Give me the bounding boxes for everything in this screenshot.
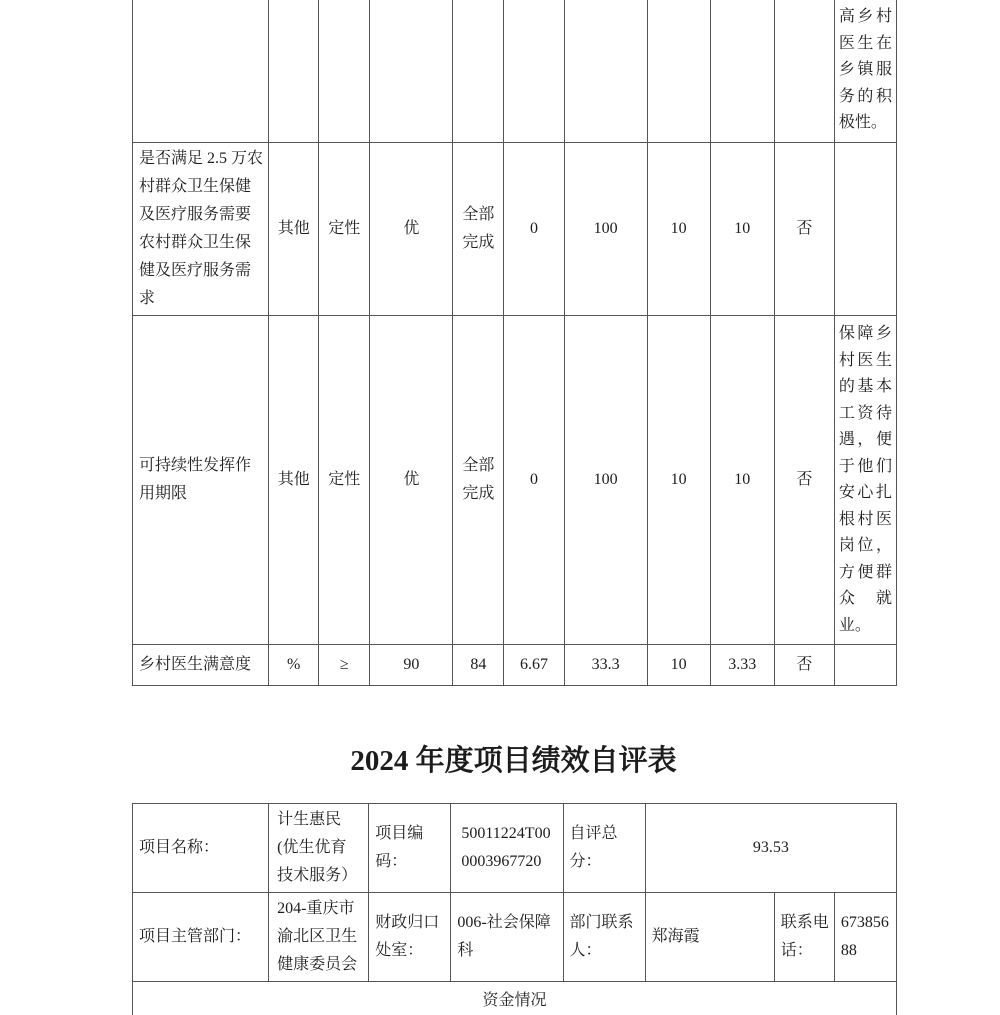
table-row	[133, 893, 897, 982]
project-name-label: 项目名称：	[133, 804, 269, 893]
deviation-reason-cell	[834, 143, 896, 316]
deviation-reason-cell: 高乡村医生在乡镇服务的积极性。	[834, 0, 896, 143]
table-cell: ≥	[319, 645, 370, 686]
project-name-value: 计生惠民(优生优育技术服务）	[269, 804, 369, 893]
table-cell: 其他	[269, 143, 319, 316]
table-row	[133, 804, 897, 893]
table-cell: 否	[774, 143, 834, 316]
table-cell	[504, 0, 564, 143]
table-cell: 否	[774, 645, 834, 686]
table-cell: 优	[370, 316, 453, 645]
table-cell: 90	[370, 645, 453, 686]
table-cell: 84	[453, 645, 504, 686]
indicator-name-cell: 可持续性发挥作用期限	[133, 316, 269, 645]
table-row	[133, 143, 897, 316]
funding-section-header: 资金情况	[133, 982, 897, 1015]
office-value: 006-社会保障科	[451, 893, 563, 982]
table-cell: %	[269, 645, 319, 686]
table-row	[133, 645, 897, 686]
table-cell: 6.67	[504, 645, 564, 686]
contact-label: 部门联系人：	[563, 893, 645, 982]
project-code-value: 50011224T000003967720	[451, 804, 563, 893]
table-row	[133, 0, 897, 143]
table-cell: 否	[774, 316, 834, 645]
table-cell	[453, 0, 504, 143]
table-cell: 10	[647, 316, 710, 645]
table-cell	[710, 0, 774, 143]
table-cell: 0	[504, 316, 564, 645]
table-cell	[269, 0, 319, 143]
table-cell: 33.3	[564, 645, 647, 686]
phone-value: 67385688	[834, 893, 896, 982]
table-cell: 100	[564, 143, 647, 316]
deviation-reason-cell: 保障乡村医生的基本工资待遇，便于他们安心扎根村医岗位，方便群众就业。	[834, 316, 896, 645]
table-cell: 10	[647, 143, 710, 316]
table-cell	[774, 0, 834, 143]
table-cell: 100	[564, 316, 647, 645]
dept-value: 204-重庆市渝北区卫生健康委员会	[269, 893, 369, 982]
table-cell: 10	[647, 645, 710, 686]
table-row	[133, 982, 897, 1015]
table-cell	[319, 0, 370, 143]
table-cell	[564, 0, 647, 143]
project-info-table	[132, 803, 897, 1015]
indicator-name-cell	[133, 0, 269, 143]
table-cell	[370, 0, 453, 143]
indicator-name-cell: 是否满足 2.5 万农村群众卫生保健及医疗服务需要农村群众卫生保健及医疗服务需求	[133, 143, 269, 316]
table-cell: 3.33	[710, 645, 774, 686]
table-cell: 全部完成	[453, 143, 504, 316]
indicator-table	[132, 0, 897, 686]
table-row	[133, 316, 897, 645]
table-cell: 其他	[269, 316, 319, 645]
contact-value: 郑海霞	[645, 893, 774, 982]
table-cell: 全部完成	[453, 316, 504, 645]
table-cell: 定性	[319, 316, 370, 645]
project-code-label: 项目编码：	[369, 804, 451, 893]
phone-label: 联系电话：	[774, 893, 834, 982]
table-cell: 0	[504, 143, 564, 316]
office-label: 财政归口处室：	[369, 893, 451, 982]
indicator-name-cell: 乡村医生满意度	[133, 645, 269, 686]
table-cell: 10	[710, 316, 774, 645]
dept-label: 项目主管部门：	[133, 893, 269, 982]
table-cell	[647, 0, 710, 143]
table-cell: 10	[710, 143, 774, 316]
table-cell: 定性	[319, 143, 370, 316]
self-score-label: 自评总分：	[563, 804, 645, 893]
self-score-value: 93.53	[645, 804, 896, 893]
deviation-reason-cell	[834, 645, 896, 686]
table-cell: 优	[370, 143, 453, 316]
page-title: 2024 年度项目绩效自评表	[350, 745, 677, 777]
